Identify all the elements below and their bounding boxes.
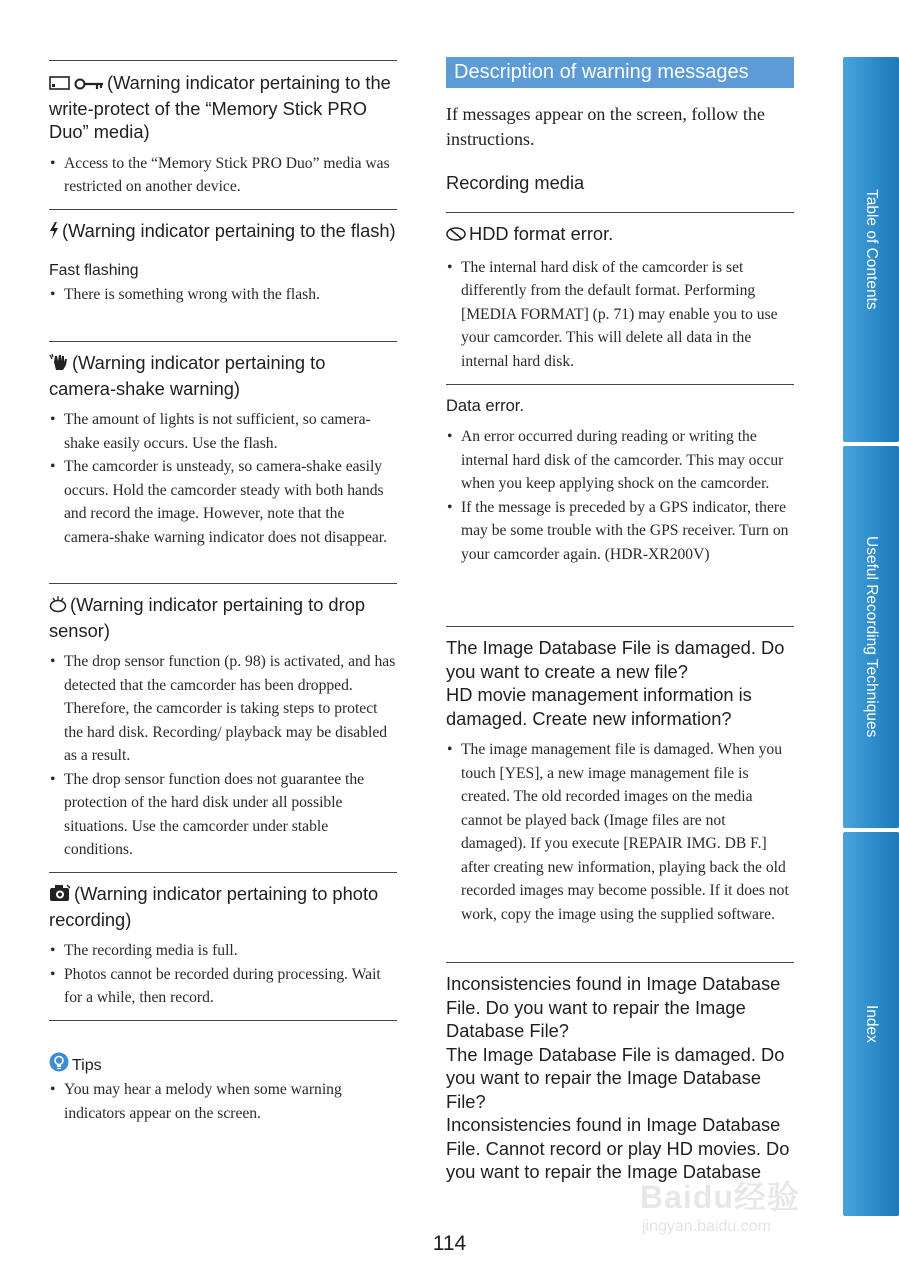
bullet-list xyxy=(49,408,397,549)
key-icon xyxy=(74,73,104,97)
banner-title: Description of warning messages xyxy=(454,61,749,83)
list-item: • You may hear a melody when some warning indicators appear on the screen. xyxy=(49,1078,397,1125)
write-protect-section xyxy=(49,71,397,199)
tab-table-of-contents[interactable] xyxy=(843,57,899,442)
tab-label: Index xyxy=(863,1005,880,1043)
drop-sensor-icon xyxy=(49,595,67,619)
list-item: • Photos cannot be recorded during processing. Wait for a while, then record. xyxy=(49,963,397,1010)
list-item: • The drop sensor function does not guarantee the protection of the hard disk under all possible situations. Use the camcorder under stable conditions. xyxy=(49,768,397,862)
section-heading: HDD format error. xyxy=(446,222,794,248)
section-heading: The Image Database File is damaged. Do you want to create a new file? xyxy=(446,637,785,682)
divider xyxy=(446,384,794,385)
section-heading: (Warning indicator pertaining to the write-protect of the “Memory Stick PRO Duo” media) xyxy=(49,72,391,142)
list-item: • Access to the “Memory Stick PRO Duo” media was restricted on another device. xyxy=(49,152,397,199)
photo-recording-section xyxy=(49,882,397,1010)
section-heading: HD movie management information is damaged. Create new information? xyxy=(446,684,752,729)
camera-shake-icon xyxy=(49,353,69,377)
tab-index[interactable] xyxy=(843,832,899,1216)
tab-useful-recording-techniques[interactable] xyxy=(843,446,899,828)
inconsistencies-section xyxy=(446,972,794,1184)
divider xyxy=(49,341,397,342)
bullet-list xyxy=(49,152,397,199)
bullet-list xyxy=(49,650,397,862)
list-item: • There is something wrong with the flash. xyxy=(49,283,397,307)
section-heading: Inconsistencies found in Image Database File. Do you want to repair the Image Database File? xyxy=(446,973,781,1041)
flash-icon xyxy=(49,221,59,245)
list-item: • The drop sensor function (p. 98) is activated, and has detected that the camcorder has been dropped. Therefore, the camcorder is taking steps to protect the hard disk. Recording/ playback may be disabled as a result. xyxy=(49,650,397,768)
list-item: • The internal hard disk of the camcorder is set differently from the default format. Performing [MEDIA FORMAT] (p. 71) may enable you to use your camcorder. This will delete all data in the internal hard disk. xyxy=(446,256,794,374)
flash-section xyxy=(49,219,397,306)
section-heading: Inconsistencies found in Image Database File. Cannot record or play HD movies. Do you want to repair the Image Database xyxy=(446,1114,790,1182)
section-heading: (Warning indicator pertaining to drop sensor) xyxy=(49,594,366,641)
drop-sensor-section xyxy=(49,593,397,862)
bullet-list xyxy=(446,425,794,566)
camera-shake-section xyxy=(49,351,397,549)
divider xyxy=(446,212,794,213)
divider xyxy=(49,209,397,210)
subheading: Fast flashing xyxy=(49,261,139,279)
watermark-url: jingyan.baidu.com xyxy=(642,1218,771,1235)
recording-media-heading: Recording media xyxy=(446,172,585,193)
list-item: • The amount of lights is not sufficient, so camera-shake easily occurs. Use the flash. xyxy=(49,408,397,455)
bullet-list xyxy=(49,283,397,307)
divider xyxy=(49,60,397,61)
section-heading: (Warning indicator pertaining to photo recording) xyxy=(49,883,379,930)
section-banner xyxy=(446,57,794,88)
hdd-error-icon xyxy=(446,224,466,248)
bullet-list xyxy=(446,256,794,374)
data-error-section xyxy=(446,395,794,566)
hdd-error-section xyxy=(446,222,794,373)
bullet-list xyxy=(49,939,397,1010)
tips-section xyxy=(49,1052,397,1125)
page-number: 114 xyxy=(432,1232,467,1255)
list-item: • An error occurred during reading or writing the internal hard disk of the camcorder. This may occur when you keep applying shock on the camcorder. xyxy=(446,425,794,496)
tab-label: Useful Recording Techniques xyxy=(863,536,880,738)
database-damaged-section xyxy=(446,636,794,926)
photo-recording-icon xyxy=(49,884,71,908)
bullet-list xyxy=(49,1078,397,1125)
divider xyxy=(49,1020,397,1021)
divider xyxy=(49,872,397,873)
section-heading: The Image Database File is damaged. Do you want to repair the Image Database File? xyxy=(446,1043,785,1112)
section-heading: (Warning indicator pertaining to camera-shake warning) xyxy=(49,352,326,399)
memory-stick-icon xyxy=(49,73,71,97)
tips-lightbulb-icon xyxy=(49,1052,69,1078)
watermark-brand: Baidu经验 xyxy=(640,1179,800,1215)
tab-label: Table of Contents xyxy=(863,189,880,310)
list-item: • The camcorder is unsteady, so camera-shake easily occurs. Hold the camcorder steady with both hands and record the image. However, note that the camera-shake warning indicator does not disappear. xyxy=(49,455,397,549)
section-heading: Data error. xyxy=(446,397,524,415)
bullet-list xyxy=(446,738,794,926)
list-item: • The recording media is full. xyxy=(49,939,397,963)
list-item: • If the message is preceded by a GPS indicator, there may be some trouble with the GPS receiver. Turn on your camcorder again. (HDR-XR200V) xyxy=(446,496,794,567)
intro-text: If messages appear on the screen, follow the instructions. xyxy=(446,104,765,149)
list-item: • The image management file is damaged. When you touch [YES], a new image management file is created. The old recorded images on the media cannot be played back (Image files are not damaged). If you execute [REPAIR IMG. DB F.] after creating new information, playing back the old recorded images may become possible. If it does not work, copy the image using the supplied software. xyxy=(446,738,794,926)
tips-heading: Tips xyxy=(49,1052,397,1078)
divider xyxy=(446,626,794,627)
divider xyxy=(446,962,794,963)
section-heading: (Warning indicator pertaining to the flash) xyxy=(49,219,397,245)
divider xyxy=(49,583,397,584)
